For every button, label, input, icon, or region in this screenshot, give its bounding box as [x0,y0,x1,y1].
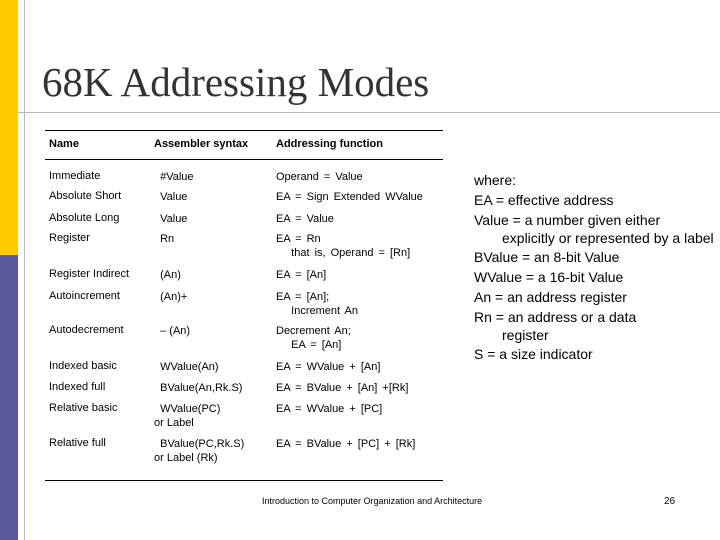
column-header-name: Name [49,138,79,150]
footer-text: Introduction to Computer Organization and Architecture [262,496,483,506]
mode-syntax: WValue(An) [154,361,219,373]
mode-function: EA = WValue + [An] [276,361,381,373]
legend-line: Value = a number given either [474,212,661,228]
mode-name: Relative basic [49,402,118,414]
mode-syntax: (An) [154,269,181,281]
mode-name: Relative full [49,437,106,449]
mode-name: Register Indirect [49,268,130,280]
mode-syntax: Rn [154,233,175,245]
table-header-rule [45,159,443,160]
legend-line: where: [474,172,517,188]
slide-title: 68K Addressing Modes [42,59,430,105]
legend-line: BValue = an 8-bit Value [474,249,620,265]
mode-function: EA = [An] [276,269,327,281]
mode-syntax: #Value [154,171,194,183]
accent-bar-yellow [0,0,18,255]
legend-line: An = an address register [474,289,627,305]
legend-line: Rn = an address or a data [474,309,637,325]
column-header-syntax: Assembler syntax [154,138,249,150]
mode-name: Register [49,232,90,244]
column-header-function: Addressing function [276,138,383,150]
mode-syntax: BValue(An,Rk.S) [154,382,243,394]
mode-function: EA = Sign Extended WValue [276,191,423,203]
mode-function: EA = [An]; Increment An [276,291,358,317]
mode-name: Autodecrement [49,324,124,336]
legend-line: WValue = a 16-bit Value [474,269,624,285]
mode-function: EA = Value [276,213,334,225]
table-bottom-rule [45,480,443,481]
legend-line: EA = effective address [474,192,614,208]
mode-function: Decrement An; EA = [An] [276,325,351,351]
mode-syntax: BValue(PC,Rk.S) or Label (Rk) [154,438,245,464]
mode-function: EA = BValue + [An] +[Rk] [276,382,409,394]
mode-function: EA = BValue + [PC] + [Rk] [276,438,416,450]
page-number: 26 [664,496,676,507]
mode-syntax: (An)+ [154,291,188,303]
legend-line: S = a size indicator [474,346,593,362]
mode-function: EA = Rn that is, Operand = [Rn] [276,233,411,259]
vertical-rule [24,0,25,540]
accent-bar-navy [0,255,18,540]
mode-name: Indexed basic [49,360,117,372]
legend-line: explicitly or represented by a label [502,230,714,246]
mode-name: Indexed full [49,381,106,393]
mode-function: EA = WValue + [PC] [276,403,383,415]
mode-name: Absolute Short [49,190,122,202]
mode-name: Immediate [49,170,101,182]
mode-name: Autoincrement [49,290,120,302]
legend-text [474,170,714,364]
mode-syntax: Value [154,213,188,225]
mode-function: Operand = Value [276,171,363,183]
mode-syntax: Value [154,191,188,203]
legend-line: register [502,327,549,343]
mode-syntax: – (An) [154,325,191,337]
mode-syntax: WValue(PC) or Label [154,403,221,429]
title-underline [18,112,720,113]
table-top-rule [45,130,443,131]
mode-name: Absolute Long [49,212,120,224]
